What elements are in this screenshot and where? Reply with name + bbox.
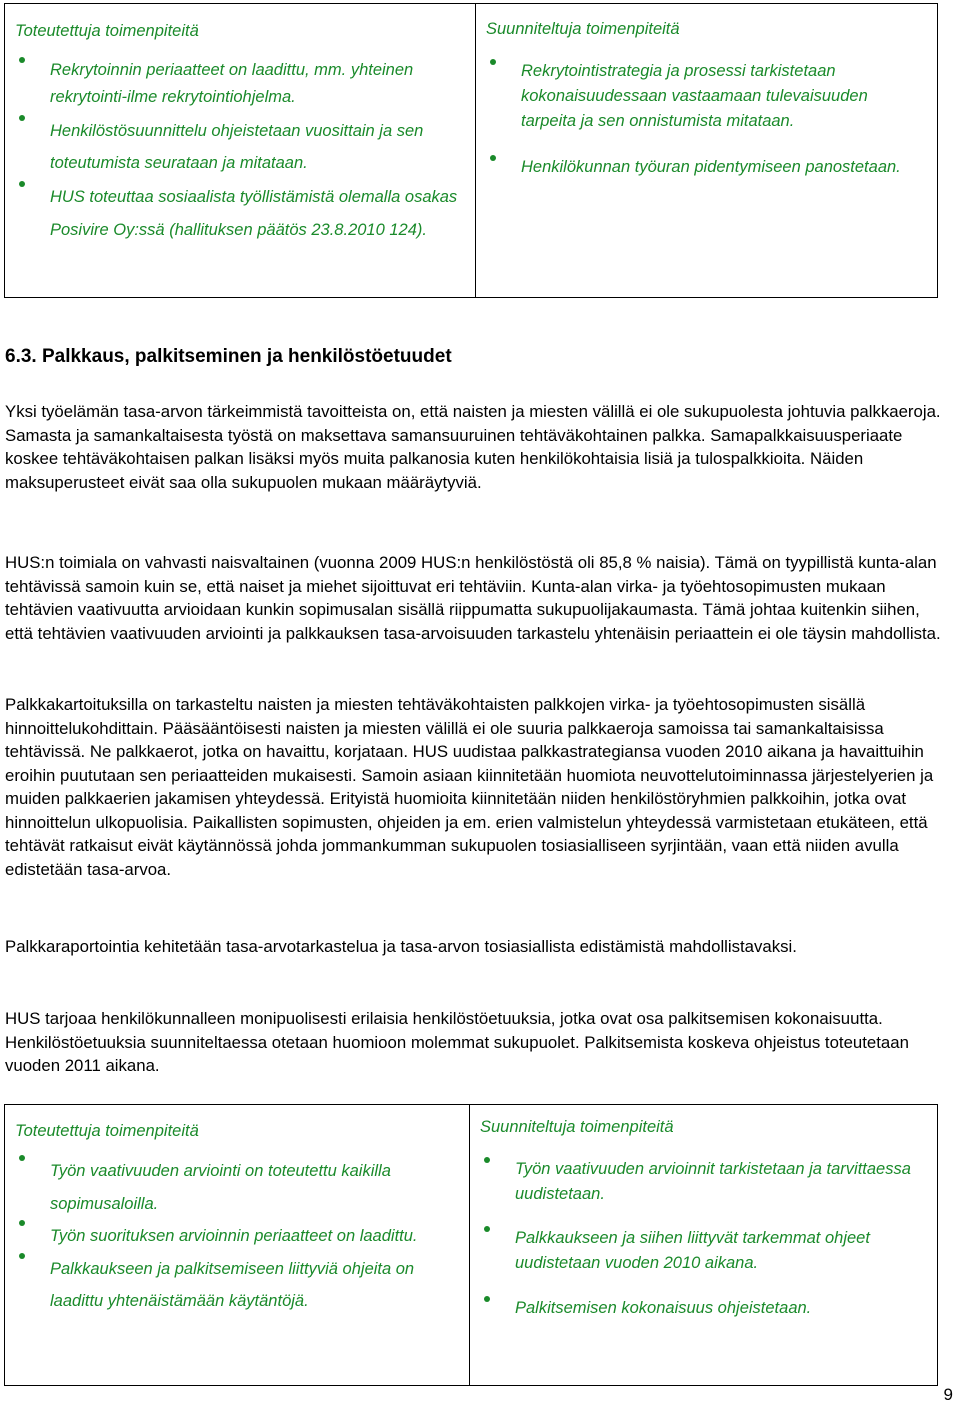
top-planned-header: Suunniteltuja toimenpiteitä (486, 20, 680, 38)
page-number: 9 (943, 1385, 953, 1404)
top-implemented-header: Toteutettuja toimenpiteitä (15, 22, 199, 40)
paragraph-5: HUS tarjoaa henkilökunnalleen monipuolisesti erilaisia henkilöstöetuuksia, jotka ovat osa palkitsemisen kokonaisuutta. Henkilöstöetuuksia suunniteltaessa otetaan huomioon molemmat sukupuolet. Palkitsemista koskeva ohjeistus toteutetaan vuoden 2011 aikana. (5, 1009, 909, 1075)
list-item: Työn vaativuuden arvioinnit tarkistetaan ja tarvittaessa uudistetaan. (480, 1157, 925, 1207)
list-item: Työn vaativuuden arviointi on toteutettu kaikilla sopimusaloilla. (15, 1155, 461, 1220)
paragraph-2: HUS:n toimiala on vahvasti naisvaltainen (vuonna 2009 HUS:n henkilöstöstä oli 85,8 % naisia). Tämä on tyypillistä kunta-alan tehtävissä samoin kuin se, että naiset ja miehet sijoittuvat eri tehtäviin. Kunta-alan virka- ja työehtosopimusten mukaan tehtävien vaativuutta arvioidaan kunkin sopimusalan sisällä riippumatta sukupuolijakaumasta. Tämä johtaa kuitenkin siihen, että tehtävien vaativuuden arviointi ja palkkauksen tasa-arvoisuuden tarkastelu yhtenäisin periaattein ei ole täysin mahdollista. (5, 553, 941, 643)
list-item: Palkkaukseen ja siihen liittyvät tarkemmat ohjeet uudistetaan vuoden 2010 aikana. (480, 1226, 925, 1276)
list-item: Työn suorituksen arvioinnin periaatteet on laadittu. (15, 1220, 461, 1253)
top-measures-table (4, 3, 938, 298)
list-item: Palkitsemisen kokonaisuus ohjeistetaan. (480, 1296, 925, 1321)
bottom-measures-table (4, 1104, 938, 1386)
list-item: Henkilöstösuunnittelu ohjeistetaan vuosittain ja sen toteutumista seurataan ja mitataan. (15, 115, 467, 179)
bottom-planned-header: Suunniteltuja toimenpiteitä (480, 1118, 674, 1136)
paragraph-3: Palkkakartoituksilla on tarkasteltu naisten ja miesten tehtäväkohtaisten palkkojen virka- ja työehtosopimusten sisällä hinnoittelukohdittain. Pääsääntöisesti naisten ja miesten välillä ei ole suuria palkkaeroja samoissa tai samankaltaisissa tehtävissä. Ne palkkaerot, jotka on havaittu, korjataan. HUS uudistaa palkkastrategiansa vuoden 2010 aikana ja havaittuihin eroihin puututaan sen periaatteiden mukaisesti. Samoin asiaan kiinnitetään huomiota neuvottelutoiminnassa järjestelyerien ja muiden palkkaerien jakamisen yhteydessä. Erityistä huomioita kiinnitetään niiden henkilöstöryhmien palkkoihin, jotka ovat hinnoittelun ulkopuolisia. Paikallisten sopimusten, ohjeiden ja em. erien valmistelun yhteydessä varmistetaan etukäteen, että tehtävät ratkaisut eivät käytännössä johda jommankumman sukupuolen tosiasialliseen syrjintään, vaan että niiden avulla edistetään tasa-arvoa. (5, 695, 934, 879)
list-item: HUS toteuttaa sosiaalista työllistämistä olemalla osakas Posivire Oy:ssä (hallituksen päätös 23.8.2010 124). (15, 181, 467, 246)
list-item: Rekrytoinnin periaatteet on laadittu, mm. yhteinen rekrytointi-ilme rekrytointiohjelma. (15, 57, 467, 111)
top-planned-column (476, 4, 937, 297)
paragraph-4: Palkkaraportointia kehitetään tasa-arvotarkastelua ja tasa-arvon tosiasiallista edistämistä mahdollistavaksi. (5, 937, 797, 956)
paragraph-1: Yksi työelämän tasa-arvon tärkeimmistä tavoitteista on, että naisten ja miesten välillä ei ole sukupuolesta johtuvia palkkaeroja. Samasta ja samankaltaisesta työstä on maksettava samansuuruinen tehtäväkohtainen palkka. Samapalkkaisuusperiaate koskee tehtäväkohtaisen palkan lisäksi myös muita palkanosia kuten henkilökohtaisia lisiä ja tulospalkkioita. Näiden maksuperusteet eivät saa olla sukupuolen mukaan määräytyviä. (5, 402, 941, 492)
bottom-implemented-header: Toteutettuja toimenpiteitä (15, 1122, 199, 1140)
bottom-planned-column (470, 1105, 937, 1385)
top-implemented-column (5, 4, 476, 297)
list-item: Palkkaukseen ja palkitsemiseen liittyviä ohjeita on laadittu yhtenäistämään käytäntöjä. (15, 1253, 461, 1318)
list-item: Rekrytointistrategia ja prosessi tarkistetaan kokonaisuudessaan vastaamaan tulevaisuuden tarpeita ja sen onnistumista mitataan. (486, 59, 925, 134)
bottom-implemented-column (5, 1105, 470, 1385)
list-item: Henkilökunnan työuran pidentymiseen panostetaan. (486, 155, 925, 180)
section-heading: 6.3. Palkkaus, palkitseminen ja henkilöstöetuudet (5, 346, 452, 367)
